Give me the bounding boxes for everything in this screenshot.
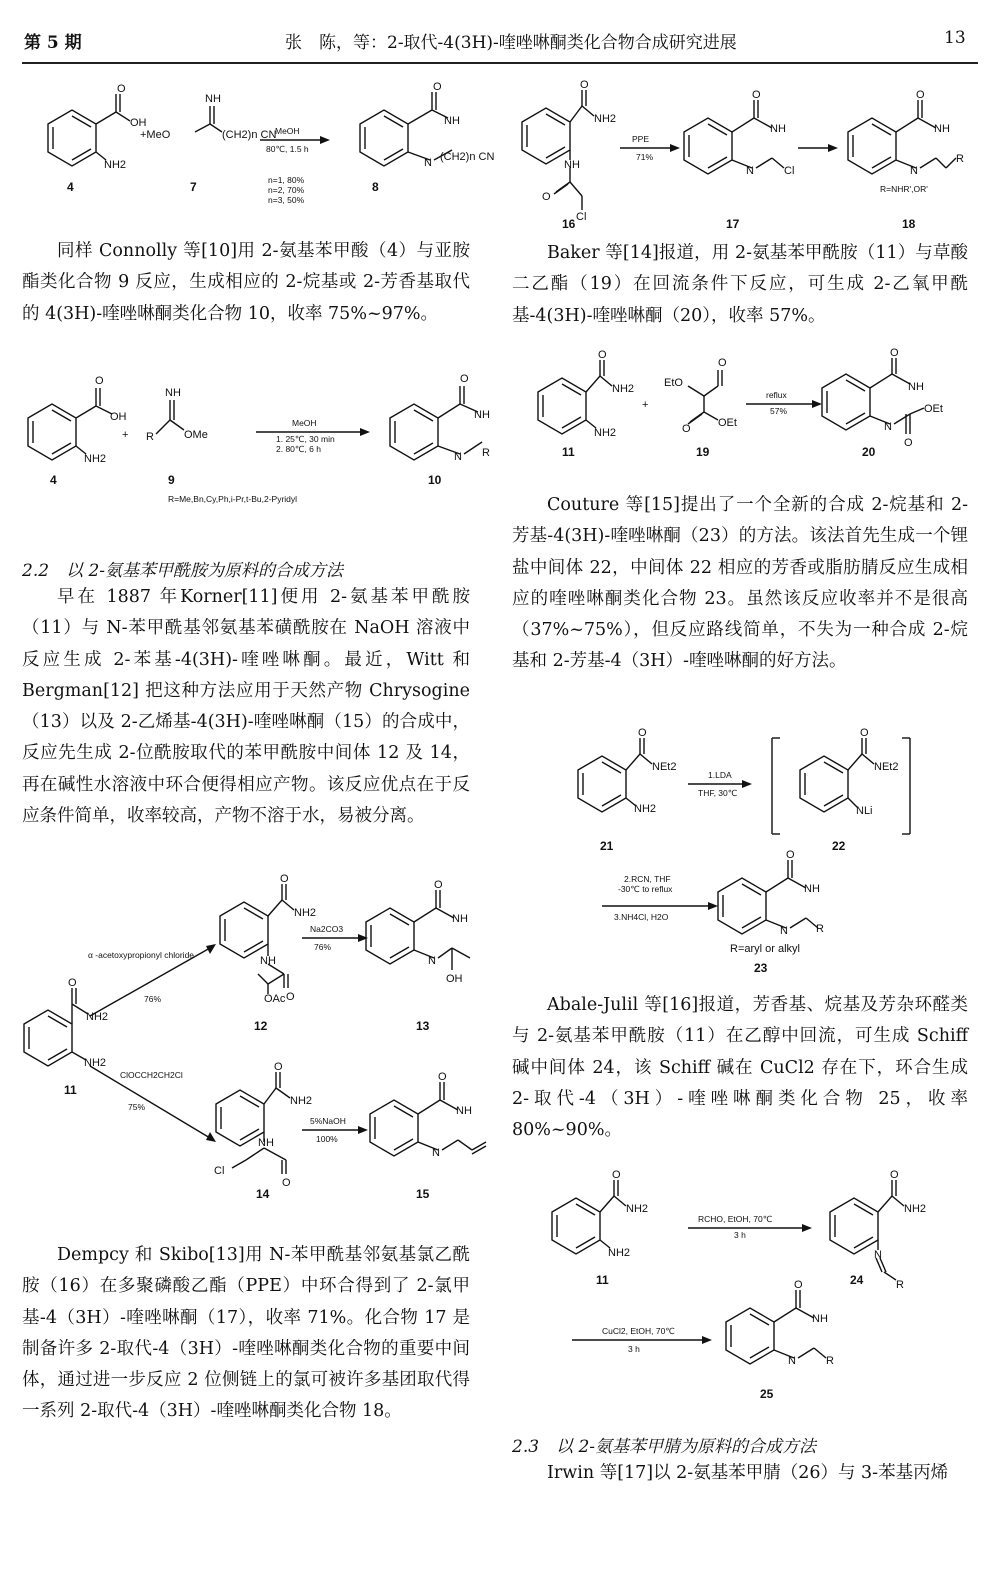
s6-r2c: 3.NH4Cl, H2O — [614, 912, 669, 922]
scheme-1 — [20, 81, 495, 213]
s3-yb: 100% — [316, 1134, 338, 1144]
s7-nh2: NH2 — [626, 1203, 649, 1215]
s3-n-13: N — [428, 955, 436, 967]
s7-o: O — [612, 1169, 621, 1181]
s4-label-17: 17 — [726, 217, 740, 231]
right-paragraph-3: Abale-Julil 等[16]报道，芳香基、烷基及芳杂环醛类与 2-氨基苯甲酰胺（11）在乙醇中回流，可生成 Schiff 碱中间体 24，该 Schiff 碱在 CuCl2 存在下，环合生成 2-取代-4（3H）-喹唑啉酮类化合物 25，收率 80%~90%。 — [512, 995, 968, 1141]
s2-r2: R — [482, 447, 490, 459]
s5-nh-20: NH — [908, 381, 924, 393]
s1-cond: 80℃, 1.5 h — [266, 144, 309, 154]
s4-cl-17: Cl — [784, 165, 795, 177]
s1-plus-meo: +MeO — [140, 129, 171, 141]
s4-o-17: O — [752, 89, 761, 101]
s2-cond1: 1. 25℃, 30 min — [276, 434, 335, 444]
s5-n-20: N — [884, 421, 892, 433]
s3-r1: α -acetoxypropionyl chloride — [88, 950, 195, 960]
s5-o2-20: O — [904, 437, 913, 449]
s1-chain2: (CH2)n CN — [440, 151, 495, 163]
s7-r1: RCHO, EtOH, 70℃ — [698, 1214, 773, 1224]
s6-label-21: 21 — [600, 839, 614, 853]
s3-naoh: 5%NaOH — [310, 1116, 346, 1126]
left-paragraph-2: 早在 1887 年Korner[11]便用 2-氨基苯甲酰胺（11）与 N-苯甲酰基邻氨基苯磺酰胺在 NaOH 溶液中反应生成 2-苯基-4(3H)-喹唑啉酮。最近，Witt 和Bergman[12] 把这种方法应用于天然产物 Chrysogine（13）以及 2-乙烯基-4(3H)-喹唑啉酮（15）的合成中，反应先生成 2-位酰胺取代的苯甲酰胺中间体 12 及 14，再在碱性水溶液中环合便得相应产物。该反应优点在于反应条件简单，收率较高，产物不溶于水，易被分离。 — [22, 587, 470, 827]
s6-o-22: O — [860, 727, 869, 739]
s4-yield: 71% — [636, 152, 654, 162]
s7-n-24: N — [874, 1249, 882, 1261]
s1-nh-ring: NH — [444, 115, 460, 127]
s3-nh2-12: NH2 — [294, 907, 317, 919]
s3-n-15: N — [432, 1147, 440, 1159]
scheme-6 — [512, 727, 972, 980]
s7-o-24: O — [890, 1169, 899, 1181]
s3-o-15: O — [438, 1071, 447, 1083]
s6-nh-23: NH — [804, 883, 820, 895]
s3-oac: OAc — [264, 993, 286, 1005]
s3-o2-14: O — [282, 1177, 291, 1189]
s1-chain: (CH2)n CN — [222, 129, 277, 141]
s6-net2-22: NEt2 — [874, 761, 899, 773]
s5-label-20: 20 — [862, 445, 876, 459]
s2-plus: + — [122, 429, 129, 441]
s5-plus: + — [642, 399, 649, 411]
s3-r2: ClOCCH2CH2Cl — [120, 1070, 183, 1080]
s3-label-15: 15 — [416, 1187, 430, 1201]
s5-o3: O — [682, 423, 691, 435]
s2-o: O — [95, 375, 104, 387]
s4-nh2: NH2 — [594, 113, 617, 125]
s5-nh2: NH2 — [612, 383, 635, 395]
s3-oh-13: OH — [446, 973, 463, 985]
s3-o-14: O — [274, 1061, 283, 1073]
s4-r-18: R — [956, 153, 964, 165]
s6-o-23: O — [786, 849, 795, 861]
page-number: 13 — [944, 28, 966, 48]
s7-label-25: 25 — [760, 1387, 774, 1401]
s5-oet: OEt — [718, 417, 737, 429]
s5-o2: O — [718, 357, 727, 369]
s6-label-22: 22 — [832, 839, 846, 853]
s1-o: O — [117, 83, 126, 95]
left-paragraph-1: 同样 Connolly 等[10]用 2-氨基苯甲酸（4）与亚胺酯类化合物 9 反应，生成相应的 2-烷基或 2-芳香基取代的 4(3H)-喹唑啉酮类化合物 10，收率 75%~97%。 — [22, 241, 470, 324]
s2-label-9: 9 — [168, 473, 175, 487]
section-2-3: 2.3 以 2-氨基苯甲腈为原料的合成方法 — [512, 1437, 816, 1457]
s6-r2b: -30℃ to reflux — [618, 884, 673, 894]
s4-nh: NH — [564, 159, 580, 171]
s2-r: R — [146, 431, 154, 443]
s1-n1: n=1, 80% — [268, 175, 305, 185]
s6-r2a: 2.RCN, THF — [624, 874, 671, 884]
s5-eto: EtO — [664, 377, 683, 389]
s1-label-7: 7 — [190, 180, 197, 194]
s2-nh-ring: NH — [474, 409, 490, 421]
s1-o2: O — [433, 81, 442, 93]
s7-nh-25: NH — [812, 1313, 828, 1325]
s5-o-20: O — [890, 347, 899, 359]
s4-label-16: 16 — [562, 217, 576, 231]
s4-n-18: N — [910, 165, 918, 177]
s4-nh-18: NH — [934, 123, 950, 135]
s6-r-23: R — [816, 923, 824, 935]
s4-o2: O — [542, 191, 551, 203]
s1-reagent: MeOH — [275, 126, 300, 136]
s7-label-11: 11 — [596, 1273, 609, 1287]
s7-t2: 3 h — [628, 1344, 640, 1354]
s1-oh: OH — [130, 117, 147, 129]
s3-y2: 75% — [128, 1102, 146, 1112]
s4-nh-17: NH — [770, 123, 786, 135]
s6-n-23: N — [780, 925, 788, 937]
s3-label-11: 11 — [64, 1083, 77, 1097]
scheme-4 — [512, 79, 972, 233]
s2-o2: O — [460, 373, 469, 385]
header-rule — [22, 62, 978, 64]
s3-o-13: O — [434, 879, 443, 891]
s2-ome: OMe — [184, 429, 208, 441]
s1-label-4: 4 — [67, 180, 74, 194]
s7-label-24: 24 — [850, 1273, 864, 1287]
s3-nh2b-11: NH2 — [84, 1057, 107, 1069]
s6-c1: THF, 30℃ — [698, 788, 738, 798]
s4-n-17: N — [746, 165, 754, 177]
s5-yield: 57% — [770, 406, 788, 416]
s7-r2: CuCl2, EtOH, 70℃ — [602, 1326, 675, 1336]
s3-o-12: O — [286, 991, 295, 1003]
s6-nh2: NH2 — [634, 803, 657, 815]
s4-label-18: 18 — [902, 217, 916, 231]
s1-nh2: NH2 — [104, 159, 127, 171]
s2-nh2: NH2 — [84, 453, 107, 465]
s3-nh-13: NH — [452, 913, 468, 925]
s5-oet-20: OEt — [924, 403, 943, 415]
scheme-7 — [512, 1169, 972, 1406]
s7-r-25: R — [826, 1355, 834, 1367]
s5-label-19: 19 — [696, 445, 710, 459]
s7-r-24: R — [896, 1279, 904, 1291]
s3-ya: 76% — [314, 942, 332, 952]
s3-label-14: 14 — [256, 1187, 270, 1201]
s6-r1: 1.LDA — [708, 770, 732, 780]
s5-label-11: 11 — [562, 445, 575, 459]
s6-label-23: 23 — [754, 961, 768, 975]
s3-nh-15: NH — [456, 1105, 472, 1117]
s2-n-ring: N — [454, 451, 462, 463]
right-paragraph-1: Baker 等[14]报道，用 2-氨基苯甲酰胺（11）与草酸二乙酯（19）在回流条件下反应，可生成 2-乙氧甲酰基-4(3H)-喹唑啉酮（20），收率 57%。 — [512, 243, 968, 326]
s6-nli: NLi — [856, 805, 873, 817]
s7-o-25: O — [794, 1279, 803, 1291]
s3-o-11: O — [68, 977, 77, 989]
s6-rlabel: R=aryl or alkyl — [730, 943, 800, 955]
s1-n2: n=2, 70% — [268, 185, 305, 195]
left-paragraph-3: Dempcy 和 Skibo[13]用 N-苯甲酰基邻氨基氯乙酰胺（16）在多聚磷酸乙酯（PPE）中环合得到了 2-氯甲基-4（3H）-喹唑啉酮（17），收率 71%。化合物 17 是制备许多 2-取代-4（3H）-喹唑啉酮类化合物的重要中间体，通过进一步反应 2 位侧链上的氯可被许多基团取代得一系列 2-取代-4（3H）-喹唑啉酮类化合物 18。 — [22, 1245, 470, 1422]
scheme-5 — [512, 347, 972, 466]
s1-label-8: 8 — [372, 180, 379, 194]
s6-net2: NEt2 — [652, 761, 677, 773]
right-paragraph-2: Couture 等[15]提出了一个全新的合成 2-烷基和 2-芳基-4(3H)-喹唑啉酮（23）的方法。该法首先生成一个锂盐中间体 22，中间体 22 相应的芳香或脂肪腈反应生成相应的喹唑啉酮类化合物 23。虽然该反应收率并不是很高（37%~75%），但反应路线简单，不失为一种合成 2-烷基和 2-芳基-4（3H）-喹唑啉酮的好方法。 — [512, 495, 968, 672]
s3-nh2-14: NH2 — [290, 1095, 313, 1107]
running-title: 张 陈，等：2-取代-4(3H)-喹唑啉酮类化合物合成研究进展 — [285, 33, 737, 53]
s2-cond2: 2. 80℃, 6 h — [276, 444, 321, 454]
s3-cl-14: Cl — [214, 1165, 225, 1177]
s2-reagent: MeOH — [292, 418, 317, 428]
s2-label-10: 10 — [428, 473, 442, 487]
s2-label-4: 4 — [50, 473, 57, 487]
section-2-2: 2.2 以 2-氨基苯甲酰胺为原料的合成方法 — [22, 561, 343, 581]
s4-rlabel: R=NHR',OR' — [880, 184, 928, 194]
s3-label-13: 13 — [416, 1019, 430, 1033]
s3-nh-14: NH — [258, 1137, 274, 1149]
s5-reagent: reflux — [766, 390, 787, 400]
s1-nh: NH — [205, 93, 221, 105]
right-paragraph-4: Irwin 等[17]以 2-氨基苯甲腈（26）与 3-苯基丙烯 — [547, 1463, 949, 1483]
s3-na: Na2CO3 — [310, 924, 344, 934]
scheme-3 — [20, 873, 490, 1206]
s2-oh: OH — [110, 411, 127, 423]
s2-nh: NH — [165, 387, 181, 399]
scheme-2 — [20, 372, 490, 512]
s1-n3: n=3, 50% — [268, 195, 305, 205]
s6-o: O — [638, 727, 647, 739]
s7-nh2-24: NH2 — [904, 1203, 927, 1215]
s3-nh-12: NH — [260, 955, 276, 967]
s5-nh2b: NH2 — [594, 427, 617, 439]
s3-y1: 76% — [144, 994, 162, 1004]
s3-o1: O — [280, 873, 289, 885]
s3-label-12: 12 — [254, 1019, 268, 1033]
s7-nh2b: NH2 — [608, 1247, 631, 1259]
issue-number: 第 5 期 — [24, 33, 82, 53]
s7-n-25: N — [788, 1355, 796, 1367]
s4-o-18: O — [916, 89, 925, 101]
s5-o: O — [598, 349, 607, 361]
s4-reagent: PPE — [632, 134, 650, 144]
s4-o: O — [580, 79, 589, 91]
s3-nh2-11: NH2 — [86, 1011, 109, 1023]
s4-cl: Cl — [576, 211, 587, 223]
s7-t1: 3 h — [734, 1230, 746, 1240]
s2-footnote: R=Me,Bn,Cy,Ph,i-Pr,t-Bu,2-Pyridyl — [168, 494, 298, 504]
s1-n-ring: N — [424, 157, 432, 169]
